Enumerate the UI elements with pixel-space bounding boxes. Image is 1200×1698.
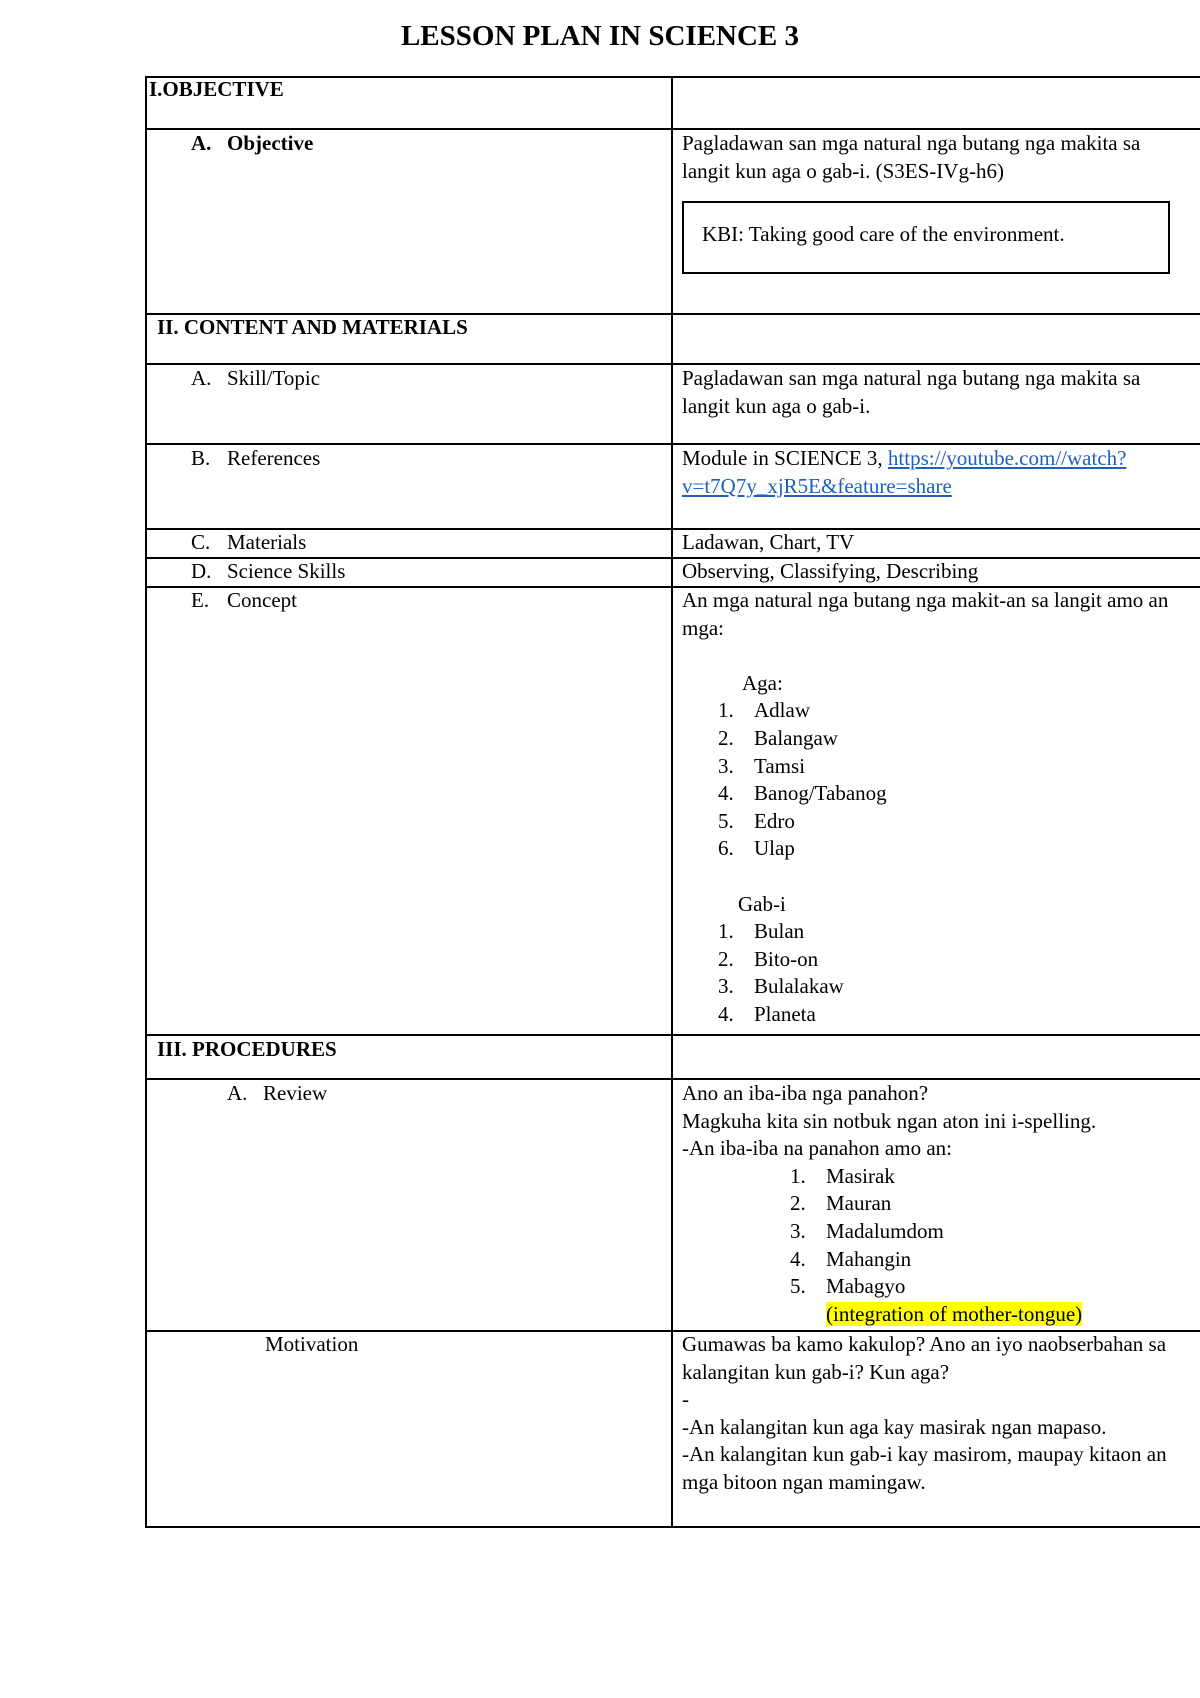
review-list	[682, 1163, 1096, 1329]
skill-line: Pagladawan san mga natural nga butang nga makita sa	[682, 366, 1141, 390]
review-line: Magkuha kita sin notbuk ngan aton ini i-spelling.	[682, 1108, 1097, 1133]
reference-link[interactable]: https://youtube.com//watch?	[887, 446, 1127, 470]
kbi-box	[682, 201, 1170, 274]
concept-line: An mga natural nga butang nga makit-an sa langit amo an	[682, 588, 1169, 612]
concept-content	[682, 587, 1168, 1029]
concept-text: Concept	[227, 588, 297, 612]
concept-label	[191, 587, 297, 615]
review-line: Ano an iba-iba nga panahon?	[682, 1081, 929, 1105]
review-content	[682, 1080, 1096, 1328]
motivation-line: Gumawas ba kamo kakulop? Ano an iyo naobserbahan sa	[682, 1332, 1167, 1356]
kbi-text: KBI: Taking good care of the environment.	[702, 222, 1065, 246]
references-label	[191, 445, 320, 473]
section-objective-header: I.OBJECTIVE	[149, 77, 284, 101]
concept-night-heading: Gab-i	[738, 891, 786, 916]
review-text: Review	[263, 1081, 328, 1105]
review-line: -An iba-iba na panahon amo an:	[682, 1136, 952, 1161]
list-item: 1. Masirak	[790, 1163, 895, 1188]
motivation-line: mga bitoon ngan mamingaw.	[682, 1469, 926, 1494]
science-skills-label	[191, 558, 345, 586]
materials-value: Ladawan, Chart, TV	[682, 530, 855, 554]
concept-letter: E.	[191, 588, 210, 612]
motivation-content	[682, 1331, 1167, 1497]
concept-night-list	[682, 918, 1168, 1028]
references-letter: B.	[191, 446, 211, 470]
list-item: 3. Madalumdom	[790, 1218, 944, 1243]
objective-text: Objective	[227, 131, 314, 155]
list-item: 1. Adlaw	[718, 698, 810, 723]
skill-text: Skill/Topic	[227, 366, 321, 390]
row-divider	[145, 76, 1200, 78]
objective-letter: A.	[191, 131, 212, 155]
section-procedures-header: III. PROCEDURES	[157, 1037, 337, 1061]
list-item: 4. Banog/Tabanog	[718, 781, 887, 806]
list-item: 4. Mahangin	[790, 1246, 912, 1271]
materials-letter: C.	[191, 530, 211, 554]
table-border-left	[145, 76, 147, 1528]
review-letter: A.	[227, 1081, 248, 1105]
objective-label	[191, 130, 313, 158]
motivation-label: Motivation	[265, 1332, 359, 1356]
concept-day-heading: Aga:	[742, 670, 783, 695]
materials-text: Materials	[227, 530, 307, 554]
objective-content	[682, 130, 1140, 185]
skill-line: langit kun aga o gab-i.	[682, 393, 871, 418]
list-item: 3. Tamsi	[718, 753, 806, 778]
science-skills-letter: D.	[191, 559, 212, 583]
list-item: 3. Bulalakaw	[718, 974, 844, 999]
skill-topic-content	[682, 365, 1140, 420]
concept-day-list	[682, 697, 1168, 863]
references-content	[682, 445, 1126, 500]
list-item: 5. Edro	[718, 808, 795, 833]
list-item: 5. Mabagyo	[790, 1274, 906, 1299]
motivation-line: -	[682, 1387, 689, 1412]
science-skills-value: Observing, Classifying, Describing	[682, 559, 979, 583]
table-border-bottom	[145, 1526, 1200, 1528]
skill-letter: A.	[191, 366, 212, 390]
concept-line: mga:	[682, 615, 724, 640]
list-item: 6. Ulap	[718, 836, 795, 861]
references-prefix: Module in SCIENCE 3,	[682, 446, 888, 470]
motivation-line: -An kalangitan kun gab-i kay masirom, maupay kitaon an	[682, 1442, 1167, 1467]
review-label	[227, 1080, 327, 1108]
list-item: 1. Bulan	[718, 919, 805, 944]
materials-label	[191, 529, 306, 557]
list-item: 2. Balangaw	[718, 725, 838, 750]
list-item: 4. Planeta	[718, 1001, 816, 1026]
motivation-line: -An kalangitan kun aga kay masirak ngan mapaso.	[682, 1414, 1107, 1439]
science-skills-text: Science Skills	[227, 559, 346, 583]
integration-note: (integration of mother-tongue)	[826, 1301, 1083, 1326]
motivation-line: kalangitan kun gab-i? Kun aga?	[682, 1359, 950, 1384]
page-title: LESSON PLAN IN SCIENCE 3	[400, 20, 800, 52]
objective-line: Pagladawan san mga natural nga butang nga makita sa	[682, 131, 1141, 155]
objective-line: langit kun aga o gab-i. (S3ES-IVg-h6)	[682, 158, 1004, 183]
lesson-plan-table	[145, 76, 1200, 1528]
list-item: 2. Mauran	[790, 1191, 892, 1216]
reference-link[interactable]: v=t7Q7y_xjR5E&feature=share	[682, 473, 952, 498]
references-text: References	[227, 446, 321, 470]
skill-topic-label	[191, 365, 320, 393]
column-divider	[671, 76, 673, 1528]
list-item: 2. Bito-on	[718, 946, 819, 971]
section-content-header: II. CONTENT AND MATERIALS	[157, 315, 468, 339]
